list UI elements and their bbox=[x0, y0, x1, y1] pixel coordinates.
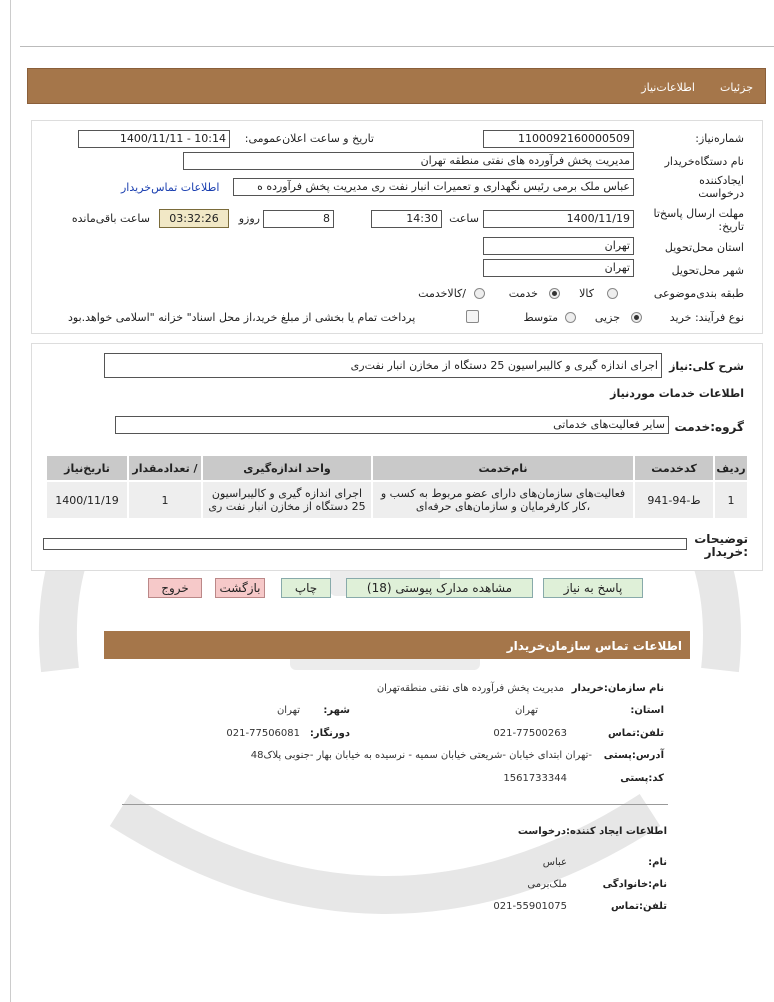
phone-value: 021-77500263 bbox=[493, 728, 567, 739]
category-goods-label: کالا bbox=[579, 287, 594, 300]
city-field: تهران bbox=[483, 259, 634, 277]
top-rule bbox=[20, 46, 774, 47]
province-field: تهران bbox=[483, 237, 634, 255]
general-desc-field: اجرای اندازه گیری و کالیبراسیون 25 دستگاه از مخازن انبار نفت‌ری bbox=[104, 353, 662, 378]
page-header-bar bbox=[27, 68, 766, 104]
province-contact-label: استان: bbox=[630, 705, 664, 716]
org-label: نام سازمان:خریدار bbox=[571, 683, 664, 694]
announce-label: تاریخ و ساعت اعلان‌عمومی: bbox=[244, 132, 374, 145]
process-type-label: نوع فرآیند: خرید bbox=[669, 311, 744, 324]
services-title: اطلاعات خدمات موردنیاز bbox=[610, 387, 744, 400]
category-goods-service-radio[interactable] bbox=[474, 288, 485, 299]
cell-row: 1 bbox=[714, 481, 748, 519]
province-contact-value: تهران bbox=[514, 705, 538, 716]
remaining-label: ساعت باقی‌مانده bbox=[71, 212, 150, 225]
creator-label-2: درخواست bbox=[698, 187, 744, 200]
table-row bbox=[46, 481, 748, 519]
tab-details[interactable]: جزئیات bbox=[720, 81, 753, 94]
process-medium-label: متوسط bbox=[523, 311, 558, 324]
cell-service-code: ط-94-941 bbox=[634, 481, 714, 519]
process-medium-radio[interactable] bbox=[565, 312, 576, 323]
creator-label-1: ایجادکننده bbox=[699, 174, 744, 187]
city-label: شهر محل‌تحویل bbox=[671, 264, 744, 277]
creator-family-label: نام:خانوادگی bbox=[602, 879, 667, 890]
buyer-label: نام دستگاه‌خریدار bbox=[664, 155, 744, 168]
print-button[interactable]: چاپ bbox=[281, 578, 331, 598]
creator-name-label: نام: bbox=[648, 857, 667, 868]
category-goods-service-label: /کالاخدمت bbox=[418, 287, 466, 300]
need-number-field: 1100092160000509 bbox=[483, 130, 634, 148]
phone-label: تلفن:تماس bbox=[607, 728, 664, 739]
category-goods-radio[interactable] bbox=[607, 288, 618, 299]
col-service-name: نام‌خدمت bbox=[372, 455, 634, 481]
general-desc-label: شرح کلی:نیاز bbox=[669, 360, 744, 373]
days-field: 8 bbox=[263, 210, 334, 228]
category-service-radio[interactable] bbox=[549, 288, 560, 299]
exit-button[interactable]: خروج bbox=[148, 578, 202, 598]
col-service-code: کدخدمت bbox=[634, 455, 714, 481]
postal-value: 1561733344 bbox=[503, 773, 567, 784]
deadline-date-field: 1400/11/19 bbox=[483, 210, 634, 228]
back-button[interactable]: بازگشت bbox=[215, 578, 265, 598]
reply-button[interactable]: پاسخ به نیاز bbox=[543, 578, 643, 598]
creator-section-title: اطلاعات ایجاد کننده:درخواست bbox=[517, 826, 667, 837]
fax-label: دورنگار: bbox=[309, 728, 350, 739]
col-quantity: / تعدادمقدار bbox=[128, 455, 202, 481]
contact-section-header bbox=[104, 631, 690, 659]
org-value: مدیریت پخش فرآورده های نفتی منطقه‌تهران bbox=[376, 683, 564, 694]
address-label: آدرس:پستی bbox=[603, 750, 664, 761]
buyer-notes-label: توضیحات :خریدار bbox=[694, 532, 748, 559]
process-small-radio[interactable] bbox=[631, 312, 642, 323]
table-header-row bbox=[46, 455, 748, 481]
remaining-time: 03:32:26 bbox=[159, 209, 229, 228]
group-label: گروه:خدمت bbox=[674, 420, 744, 434]
group-field: سایر فعالیت‌های خدماتی bbox=[115, 416, 669, 434]
services-table bbox=[45, 454, 749, 520]
col-row: ردیف bbox=[714, 455, 748, 481]
cell-service-name: فعالیت‌های سازمان‌های دارای عضو مربوط به کسب و ،کار کارفرمایان و سازمان‌های حرفه‌ای bbox=[372, 481, 634, 519]
category-service-label: خدمت bbox=[508, 287, 538, 300]
buyer-contact-link[interactable]: اطلاعات تماس‌خریدار bbox=[121, 181, 220, 194]
contact-section-title: اطلاعات تماس سازمان‌خریدار bbox=[506, 639, 682, 653]
creator-name-value: عباس bbox=[542, 857, 567, 868]
tab-need-info[interactable]: اطلاعات‌نیاز bbox=[641, 81, 695, 94]
province-label: استان محل‌تحویل bbox=[664, 241, 744, 254]
category-label: طبقه بندی‌موضوعی bbox=[653, 287, 744, 300]
city-contact-value: تهران bbox=[276, 705, 300, 716]
creator-field: عباس ملک برمی رئیس نگهداری و تعمیرات انبار نفت ری مدیریت پخش فرآورده ه bbox=[233, 178, 634, 196]
deadline-label-2: تاریخ: bbox=[718, 220, 744, 233]
fax-value: 021-77506081 bbox=[226, 728, 300, 739]
col-unit: واحد اندازه‌گیری bbox=[202, 455, 372, 481]
deadline-label-1: مهلت ارسال پاسخ‌تا bbox=[653, 207, 744, 220]
buyer-field: مدیریت پخش فرآورده های نفتی منطقه تهران bbox=[183, 152, 634, 170]
creator-phone-label: تلفن:تماس bbox=[610, 901, 667, 912]
contact-divider bbox=[122, 804, 668, 805]
attachments-button[interactable]: مشاهده مدارک پیوستی (18) bbox=[346, 578, 533, 598]
city-contact-label: شهر: bbox=[323, 705, 350, 716]
buyer-notes-field bbox=[43, 538, 687, 550]
address-value: -تهران ابتدای خیابان -شریعتی خیابان سمیه - نرسیده به خیابان بهار -جنوبی پلاک48 bbox=[250, 750, 592, 761]
postal-label: کد:پستی bbox=[620, 773, 664, 784]
days-label: روزو bbox=[238, 212, 260, 225]
creator-family-value: ملک‌برمی bbox=[527, 879, 567, 890]
payment-checkbox[interactable] bbox=[466, 310, 479, 323]
need-number-label: شماره‌نیاز: bbox=[695, 132, 744, 145]
process-small-label: جزیی bbox=[594, 311, 620, 324]
cell-need-date: 1400/11/19 bbox=[46, 481, 128, 519]
cell-quantity: 1 bbox=[128, 481, 202, 519]
col-need-date: تاریخ‌نیاز bbox=[46, 455, 128, 481]
announce-field: 1400/11/11 - 10:14 bbox=[78, 130, 230, 148]
cell-unit: اجرای اندازه گیری و کالیبراسیون 25 دستگاه از مخازن انبار نفت ری bbox=[202, 481, 372, 519]
time-label: ساعت bbox=[449, 212, 479, 225]
deadline-time-field: 14:30 bbox=[371, 210, 442, 228]
payment-note: پرداخت تمام یا بخشی از مبلغ خرید،از محل اسناد" خزانه "اسلامی خواهد.بود bbox=[68, 311, 416, 324]
creator-phone-value: 021-55901075 bbox=[493, 901, 567, 912]
